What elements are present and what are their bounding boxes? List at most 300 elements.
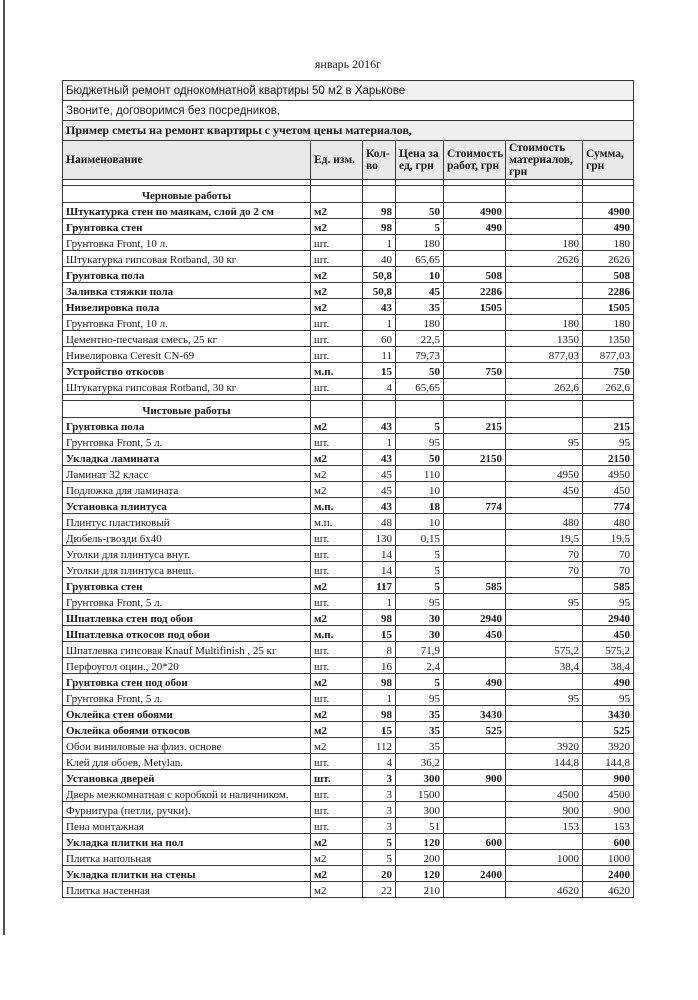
cell-unit: шт. <box>311 315 363 331</box>
cell-work-cost: 2940 <box>444 610 506 626</box>
cell-total: 3430 <box>583 706 634 722</box>
cell-unit: м2 <box>311 267 363 283</box>
cell-total: 774 <box>583 498 634 514</box>
cell-qty: 43 <box>363 418 396 434</box>
cell-total: 95 <box>583 690 634 706</box>
cell-materials-cost <box>506 626 583 642</box>
cell-total: 750 <box>583 363 634 379</box>
cell-name: Цементно-песчаная смесь, 25 кг <box>63 331 311 347</box>
cell-work-cost <box>444 882 506 898</box>
cell-unit: шт. <box>311 331 363 347</box>
cell-unit: м.п. <box>311 514 363 530</box>
cell-qty: 43 <box>363 299 396 315</box>
cell-name: Плитка напольная <box>63 850 311 866</box>
cell-price: 200 <box>396 850 444 866</box>
cell-work-cost: 490 <box>444 219 506 235</box>
cell-name: Шпатлевка откосов под обои <box>63 626 311 642</box>
cell-work-cost <box>444 315 506 331</box>
cell-materials-cost: 4950 <box>506 466 583 482</box>
section-empty-cell <box>506 401 583 418</box>
cell-price: 30 <box>396 626 444 642</box>
item-row <box>63 219 634 235</box>
section-empty-cell <box>396 401 444 418</box>
cell-price: 180 <box>396 315 444 331</box>
cell-materials-cost <box>506 283 583 299</box>
cell-price: 210 <box>396 882 444 898</box>
cell-materials-cost: 480 <box>506 514 583 530</box>
cell-unit: шт. <box>311 754 363 770</box>
cell-unit: м2 <box>311 674 363 690</box>
cell-qty: 1 <box>363 235 396 251</box>
cell-work-cost <box>444 514 506 530</box>
column-header-price: Цена за ед, грн <box>396 141 444 180</box>
cell-price: 71,9 <box>396 642 444 658</box>
cell-unit: шт. <box>311 562 363 578</box>
cell-materials-cost: 1000 <box>506 850 583 866</box>
cell-materials-cost: 153 <box>506 818 583 834</box>
cell-qty: 22 <box>363 882 396 898</box>
cell-work-cost: 525 <box>444 722 506 738</box>
cell-unit: м2 <box>311 450 363 466</box>
cell-name: Плинтус пластиковый <box>63 514 311 530</box>
cell-work-cost <box>444 546 506 562</box>
section-empty-cell <box>583 401 634 418</box>
cell-work-cost <box>444 738 506 754</box>
cell-materials-cost: 3920 <box>506 738 583 754</box>
cell-price: 300 <box>396 802 444 818</box>
cell-name: Клей для обоев, Metylan. <box>63 754 311 770</box>
cell-price: 10 <box>396 514 444 530</box>
cell-materials-cost: 95 <box>506 690 583 706</box>
item-row <box>63 882 634 898</box>
cell-name: Грунтовка стен под обои <box>63 674 311 690</box>
cell-name: Ламинат 32 класс <box>63 466 311 482</box>
cell-qty: 50,8 <box>363 267 396 283</box>
cell-total: 144,8 <box>583 754 634 770</box>
cell-work-cost <box>444 331 506 347</box>
cell-qty: 43 <box>363 498 396 514</box>
cell-work-cost <box>444 347 506 363</box>
item-row <box>63 722 634 738</box>
item-row <box>63 299 634 315</box>
cell-materials-cost: 180 <box>506 235 583 251</box>
cell-total: 95 <box>583 594 634 610</box>
section-row <box>63 401 634 418</box>
cell-qty: 1 <box>363 594 396 610</box>
cell-total: 575,2 <box>583 642 634 658</box>
cell-total: 2286 <box>583 283 634 299</box>
cell-unit: шт. <box>311 530 363 546</box>
section-empty-cell <box>363 401 396 418</box>
cell-unit: м.п. <box>311 498 363 514</box>
cell-name: Фурнитура (петли, ручки). <box>63 802 311 818</box>
cell-materials-cost: 4620 <box>506 882 583 898</box>
cell-qty: 1 <box>363 434 396 450</box>
section-empty-cell <box>311 186 363 203</box>
cell-price: 180 <box>396 235 444 251</box>
cell-price: 95 <box>396 594 444 610</box>
cell-work-cost <box>444 466 506 482</box>
cell-total: 215 <box>583 418 634 434</box>
estimate-document <box>62 55 634 898</box>
column-header-name: Наименование <box>63 141 311 180</box>
item-row <box>63 834 634 850</box>
table-body <box>63 180 634 898</box>
cell-price: 120 <box>396 834 444 850</box>
cell-work-cost: 450 <box>444 626 506 642</box>
cell-price: 120 <box>396 866 444 882</box>
cell-name: Грунтовка пола <box>63 267 311 283</box>
cell-total: 2626 <box>583 251 634 267</box>
cell-total: 70 <box>583 546 634 562</box>
section-title: Чистовые работы <box>63 401 311 418</box>
cell-unit: м2 <box>311 610 363 626</box>
pre-row-description <box>63 81 634 101</box>
cell-work-cost: 2286 <box>444 283 506 299</box>
cell-materials-cost: 900 <box>506 802 583 818</box>
cell-name: Уголки для плинтуса внут. <box>63 546 311 562</box>
cell-total: 262,6 <box>583 379 634 395</box>
cell-name: Грунтовка Front, 10 л. <box>63 235 311 251</box>
cell-price: 79,73 <box>396 347 444 363</box>
cell-name: Подложка для ламината <box>63 482 311 498</box>
item-row <box>63 690 634 706</box>
cell-price: 35 <box>396 722 444 738</box>
item-row <box>63 450 634 466</box>
cell-work-cost: 2150 <box>444 450 506 466</box>
section-empty-cell <box>363 186 396 203</box>
cell-name: Плитка настенная <box>63 882 311 898</box>
cell-price: 65,65 <box>396 251 444 267</box>
cell-work-cost: 600 <box>444 834 506 850</box>
cell-materials-cost <box>506 866 583 882</box>
item-row <box>63 770 634 786</box>
section-empty-cell <box>583 186 634 203</box>
cell-unit: шт. <box>311 546 363 562</box>
item-row <box>63 347 634 363</box>
cell-price: 18 <box>396 498 444 514</box>
cell-qty: 98 <box>363 203 396 219</box>
cell-work-cost <box>444 434 506 450</box>
cell-unit: м2 <box>311 834 363 850</box>
cell-qty: 3 <box>363 786 396 802</box>
pre-row-contact-text: Звоните, договоримся без посредников, <box>63 101 634 121</box>
cell-qty: 1 <box>363 690 396 706</box>
cell-price: 5 <box>396 219 444 235</box>
cell-total: 4950 <box>583 466 634 482</box>
cell-price: 10 <box>396 267 444 283</box>
cell-price: 5 <box>396 546 444 562</box>
cell-name: Установка дверей <box>63 770 311 786</box>
cell-name: Обои виниловые на флиз. основе <box>63 738 311 754</box>
cell-name: Установка плинтуса <box>63 498 311 514</box>
section-empty-cell <box>444 401 506 418</box>
cell-work-cost <box>444 530 506 546</box>
cell-qty: 3 <box>363 818 396 834</box>
cell-qty: 45 <box>363 482 396 498</box>
cell-name: Грунтовка Front, 5 л. <box>63 434 311 450</box>
cell-materials-cost: 70 <box>506 546 583 562</box>
item-row <box>63 251 634 267</box>
cell-total: 600 <box>583 834 634 850</box>
cell-unit: шт. <box>311 642 363 658</box>
cell-name: Оклейка стен обоями <box>63 706 311 722</box>
item-row <box>63 706 634 722</box>
cell-price: 35 <box>396 299 444 315</box>
cell-unit: шт. <box>311 251 363 267</box>
cell-materials-cost: 450 <box>506 482 583 498</box>
cell-price: 95 <box>396 434 444 450</box>
cell-total: 450 <box>583 482 634 498</box>
item-row <box>63 658 634 674</box>
cell-unit: м2 <box>311 722 363 738</box>
cell-price: 300 <box>396 770 444 786</box>
column-header-total: Сумма, грн <box>583 141 634 180</box>
estimate-table <box>62 80 634 898</box>
cell-name: Оклейка обоями откосов <box>63 722 311 738</box>
cell-price: 5 <box>396 578 444 594</box>
cell-name: Дверь межкомнатная с коробкой и наличником. <box>63 786 311 802</box>
cell-materials-cost <box>506 363 583 379</box>
item-row <box>63 498 634 514</box>
cell-work-cost: 774 <box>444 498 506 514</box>
cell-unit: шт. <box>311 690 363 706</box>
cell-name: Дюбель-гвозди 6х40 <box>63 530 311 546</box>
cell-unit: шт. <box>311 347 363 363</box>
cell-unit: м2 <box>311 418 363 434</box>
cell-total: 2400 <box>583 866 634 882</box>
cell-unit: шт. <box>311 658 363 674</box>
column-header-qty: Кол-во <box>363 141 396 180</box>
cell-price: 5 <box>396 418 444 434</box>
cell-total: 877,03 <box>583 347 634 363</box>
cell-total: 1000 <box>583 850 634 866</box>
cell-qty: 98 <box>363 610 396 626</box>
cell-price: 5 <box>396 674 444 690</box>
cell-materials-cost: 1350 <box>506 331 583 347</box>
cell-work-cost <box>444 786 506 802</box>
cell-qty: 4 <box>363 754 396 770</box>
cell-total: 508 <box>583 267 634 283</box>
cell-unit: шт. <box>311 770 363 786</box>
cell-materials-cost <box>506 610 583 626</box>
cell-work-cost <box>444 642 506 658</box>
item-row <box>63 546 634 562</box>
cell-total: 4500 <box>583 786 634 802</box>
cell-qty: 98 <box>363 219 396 235</box>
cell-work-cost: 900 <box>444 770 506 786</box>
cell-total: 900 <box>583 802 634 818</box>
cell-qty: 15 <box>363 363 396 379</box>
cell-unit: м.п. <box>311 363 363 379</box>
cell-materials-cost: 262,6 <box>506 379 583 395</box>
cell-name: Заливка стяжки пола <box>63 283 311 299</box>
cell-materials-cost <box>506 706 583 722</box>
cell-unit: м2 <box>311 578 363 594</box>
cell-materials-cost <box>506 674 583 690</box>
cell-name: Нивелировка пола <box>63 299 311 315</box>
cell-unit: шт. <box>311 594 363 610</box>
cell-name: Штукатурка гипсовая Rotband, 30 кг <box>63 251 311 267</box>
cell-total: 19,5 <box>583 530 634 546</box>
cell-materials-cost <box>506 203 583 219</box>
cell-unit: шт. <box>311 802 363 818</box>
cell-price: 2,4 <box>396 658 444 674</box>
cell-name: Грунтовка пола <box>63 418 311 434</box>
section-empty-cell <box>311 401 363 418</box>
cell-total: 153 <box>583 818 634 834</box>
cell-work-cost: 4900 <box>444 203 506 219</box>
cell-materials-cost <box>506 299 583 315</box>
cell-unit: шт. <box>311 379 363 395</box>
cell-qty: 16 <box>363 658 396 674</box>
cell-total: 180 <box>583 235 634 251</box>
cell-total: 585 <box>583 578 634 594</box>
cell-work-cost: 750 <box>444 363 506 379</box>
cell-name: Нивелировка Ceresit CN-69 <box>63 347 311 363</box>
cell-work-cost <box>444 658 506 674</box>
cell-materials-cost <box>506 770 583 786</box>
item-row <box>63 850 634 866</box>
cell-unit: м2 <box>311 866 363 882</box>
cell-materials-cost <box>506 219 583 235</box>
cell-total: 3920 <box>583 738 634 754</box>
cell-price: 50 <box>396 363 444 379</box>
cell-work-cost <box>444 594 506 610</box>
cell-price: 35 <box>396 738 444 754</box>
item-row <box>63 203 634 219</box>
section-empty-cell <box>506 186 583 203</box>
item-row <box>63 626 634 642</box>
cell-materials-cost: 877,03 <box>506 347 583 363</box>
cell-materials-cost: 95 <box>506 434 583 450</box>
column-header-work-cost: Стоимость работ, грн <box>444 141 506 180</box>
cell-name: Укладка плитки на пол <box>63 834 311 850</box>
item-row <box>63 738 634 754</box>
cell-work-cost: 585 <box>444 578 506 594</box>
cell-work-cost <box>444 251 506 267</box>
cell-work-cost: 2400 <box>444 866 506 882</box>
item-row <box>63 786 634 802</box>
cell-materials-cost: 575,2 <box>506 642 583 658</box>
cell-work-cost: 215 <box>444 418 506 434</box>
cell-unit: шт. <box>311 786 363 802</box>
cell-name: Перфоугол оцин., 20*20 <box>63 658 311 674</box>
cell-qty: 5 <box>363 834 396 850</box>
item-row <box>63 530 634 546</box>
cell-qty: 48 <box>363 514 396 530</box>
cell-price: 50 <box>396 203 444 219</box>
cell-unit: м2 <box>311 738 363 754</box>
cell-price: 30 <box>396 610 444 626</box>
cell-work-cost: 508 <box>444 267 506 283</box>
cell-materials-cost: 144,8 <box>506 754 583 770</box>
cell-qty: 20 <box>363 866 396 882</box>
cell-name: Грунтовка Front, 5 л. <box>63 690 311 706</box>
cell-materials-cost: 19,5 <box>506 530 583 546</box>
cell-qty: 14 <box>363 562 396 578</box>
item-row <box>63 466 634 482</box>
cell-price: 51 <box>396 818 444 834</box>
cell-name: Устройство откосов <box>63 363 311 379</box>
cell-qty: 117 <box>363 578 396 594</box>
cell-price: 65,65 <box>396 379 444 395</box>
item-row <box>63 283 634 299</box>
item-row <box>63 866 634 882</box>
cell-qty: 98 <box>363 706 396 722</box>
cell-total: 38,4 <box>583 658 634 674</box>
cell-total: 525 <box>583 722 634 738</box>
cell-price: 10 <box>396 482 444 498</box>
item-row <box>63 379 634 395</box>
cell-name: Укладка плитки на стены <box>63 866 311 882</box>
cell-qty: 50,8 <box>363 283 396 299</box>
cell-name: Уголки для плинтуса внеш. <box>63 562 311 578</box>
cell-total: 490 <box>583 674 634 690</box>
cell-price: 45 <box>396 283 444 299</box>
cell-qty: 98 <box>363 674 396 690</box>
cell-work-cost <box>444 850 506 866</box>
cell-qty: 112 <box>363 738 396 754</box>
item-row <box>63 267 634 283</box>
item-row <box>63 578 634 594</box>
table-header-row <box>63 141 634 180</box>
left-margin-rule <box>3 0 5 935</box>
cell-unit: м2 <box>311 882 363 898</box>
item-row <box>63 754 634 770</box>
cell-qty: 43 <box>363 450 396 466</box>
cell-work-cost: 3430 <box>444 706 506 722</box>
cell-unit: м2 <box>311 850 363 866</box>
cell-name: Пена монтажная <box>63 818 311 834</box>
cell-qty: 60 <box>363 331 396 347</box>
cell-qty: 40 <box>363 251 396 267</box>
cell-price: 50 <box>396 450 444 466</box>
cell-price: 1500 <box>396 786 444 802</box>
cell-materials-cost <box>506 722 583 738</box>
item-row <box>63 235 634 251</box>
cell-total: 2150 <box>583 450 634 466</box>
item-row <box>63 802 634 818</box>
cell-unit: м2 <box>311 466 363 482</box>
item-row <box>63 642 634 658</box>
cell-qty: 8 <box>363 642 396 658</box>
cell-price: 36,2 <box>396 754 444 770</box>
cell-price: 35 <box>396 706 444 722</box>
item-row <box>63 514 634 530</box>
cell-total: 95 <box>583 434 634 450</box>
item-row <box>63 482 634 498</box>
section-empty-cell <box>396 186 444 203</box>
item-row <box>63 594 634 610</box>
cell-work-cost: 490 <box>444 674 506 690</box>
cell-materials-cost <box>506 267 583 283</box>
cell-qty: 11 <box>363 347 396 363</box>
item-row <box>63 562 634 578</box>
cell-total: 4620 <box>583 882 634 898</box>
section-row <box>63 186 634 203</box>
item-row <box>63 610 634 626</box>
cell-unit: м2 <box>311 283 363 299</box>
cell-work-cost <box>444 482 506 498</box>
cell-total: 1505 <box>583 299 634 315</box>
cell-materials-cost: 95 <box>506 594 583 610</box>
cell-unit: м.п. <box>311 626 363 642</box>
cell-total: 900 <box>583 770 634 786</box>
cell-name: Грунтовка стен <box>63 578 311 594</box>
cell-unit: м2 <box>311 299 363 315</box>
cell-name: Грунтовка стен <box>63 219 311 235</box>
